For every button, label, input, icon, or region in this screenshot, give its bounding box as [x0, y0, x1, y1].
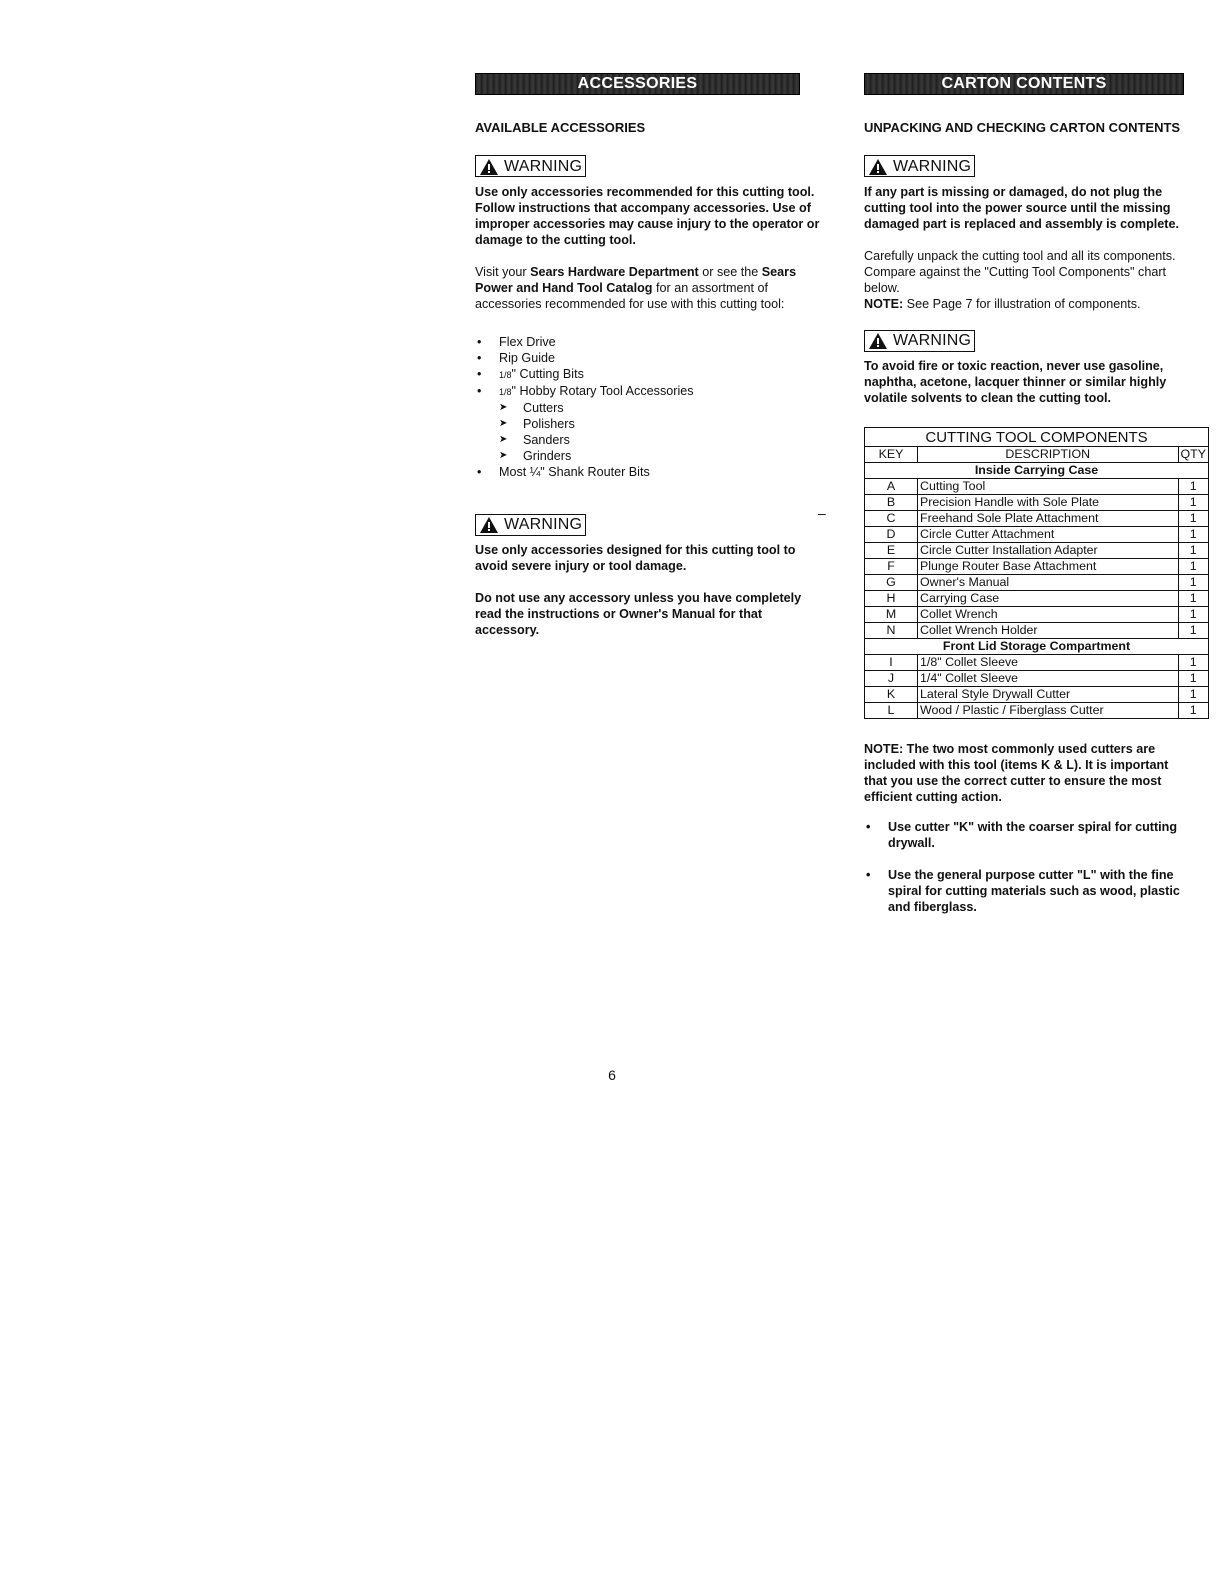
cell-qty: 1	[1178, 591, 1208, 607]
components-table	[864, 427, 1209, 719]
cell-qty: 1	[1178, 543, 1208, 559]
cell-description: Circle Cutter Installation Adapter	[918, 543, 1179, 559]
cell-description: Cutting Tool	[918, 479, 1179, 495]
warning-label: WARNING	[504, 516, 583, 533]
cell-key: M	[865, 607, 918, 623]
cell-description: Plunge Router Base Attachment	[918, 559, 1179, 575]
list-item: • Flex Drive	[475, 334, 825, 350]
table-row	[865, 511, 1209, 527]
cell-qty: 1	[1178, 655, 1208, 671]
list-item	[475, 366, 825, 383]
table-row	[865, 671, 1209, 687]
column-header-key: KEY	[865, 447, 918, 463]
visit-paragraph	[475, 264, 825, 312]
table-row	[865, 543, 1209, 559]
cell-qty: 1	[1178, 623, 1208, 639]
cell-description: 1/8" Collet Sleeve	[918, 655, 1179, 671]
table-row	[865, 703, 1209, 719]
unpacking-heading: UNPACKING AND CHECKING CARTON CONTENTS	[864, 120, 1181, 135]
cell-description: Lateral Style Drywall Cutter	[918, 687, 1179, 703]
cell-key: N	[865, 623, 918, 639]
accessories-column	[475, 73, 825, 638]
warning-triangle-icon	[869, 333, 887, 349]
cell-description: Collet Wrench	[918, 607, 1179, 623]
warning-label: WARNING	[893, 157, 972, 175]
note-text: See Page 7 for illustration of components.	[903, 296, 1141, 311]
warning-text: Use only accessories designed for this cutting tool to avoid severe injury or tool damage.	[475, 543, 796, 573]
sears-hardware-department: Sears Hardware Department	[530, 264, 699, 279]
group-heading: Inside Carrying Case	[865, 463, 1209, 479]
cell-key: G	[865, 575, 918, 591]
table-row	[865, 591, 1209, 607]
warning-text: If any part is missing or damaged, do not plug the cutting tool into the power source until the missing damaged part is replaced and assembly is complete.	[864, 184, 1179, 231]
warning-text: Use only accessories recommended for this cutting tool. Follow instructions that accompany accessories. Use of improper accessories may cause injury to the operator or damage to the cutting tool.	[475, 184, 820, 247]
list-item: • Use the general purpose cutter "L" with the fine spiral for cutting materials such as wood, plastic and fiberglass.	[864, 867, 1190, 915]
cell-key: L	[865, 703, 918, 719]
visit-text-2: or see the	[698, 264, 762, 279]
column-header-qty: QTY	[1178, 447, 1208, 463]
cell-qty: 1	[1178, 607, 1208, 623]
sub-list-item: ➤ Polishers	[499, 416, 825, 432]
sub-list-item: ➤ Cutters	[499, 400, 825, 416]
cell-description: Carrying Case	[918, 591, 1179, 607]
cell-description: Circle Cutter Attachment	[918, 527, 1179, 543]
list-item-label: " Cutting Bits	[511, 366, 584, 381]
warning-label: WARNING	[504, 157, 583, 175]
table-row	[865, 687, 1209, 703]
fraction: 1/8	[499, 386, 512, 397]
table-row	[865, 479, 1209, 495]
cell-qty: 1	[1178, 703, 1208, 719]
table-row	[865, 527, 1209, 543]
warning-triangle-icon	[480, 159, 498, 175]
table-row	[865, 575, 1209, 591]
cell-qty: 1	[1178, 479, 1208, 495]
column-header-description: DESCRIPTION	[918, 447, 1179, 463]
cell-description: Precision Handle with Sole Plate	[918, 495, 1179, 511]
warning-box	[475, 155, 586, 177]
unpack-paragraph: Carefully unpack the cutting tool and all its components. Compare against the "Cutting Tool Components" chart below.	[864, 248, 1176, 295]
warning-box	[864, 155, 975, 177]
sub-list-item: ➤ Sanders	[499, 432, 825, 448]
cell-key: J	[865, 671, 918, 687]
carton-contents-column	[864, 73, 1206, 931]
note-cutters: NOTE: The two most commonly used cutters are included with this tool (items K & L). It is important that you use the correct cutter to ensure the most efficient cutting action.	[864, 742, 1169, 804]
cell-key: K	[865, 687, 918, 703]
hobby-sub-list	[499, 400, 825, 464]
cell-description: Owner's Manual	[918, 575, 1179, 591]
cell-qty: 1	[1178, 511, 1208, 527]
carton-contents-header: CARTON CONTENTS	[864, 73, 1184, 95]
cell-qty: 1	[1178, 495, 1208, 511]
list-item: • Rip Guide	[475, 350, 825, 366]
cell-key: A	[865, 479, 918, 495]
cell-description: Wood / Plastic / Fiberglass Cutter	[918, 703, 1179, 719]
cell-key: I	[865, 655, 918, 671]
fraction: 1/8	[499, 369, 512, 380]
cell-qty: 1	[1178, 687, 1208, 703]
accessory-list	[475, 334, 825, 480]
cell-qty: 1	[1178, 575, 1208, 591]
note-paragraph	[864, 296, 1190, 312]
list-item	[475, 383, 825, 464]
cell-description: 1/4" Collet Sleeve	[918, 671, 1179, 687]
cell-qty: 1	[1178, 671, 1208, 687]
table-title: CUTTING TOOL COMPONENTS	[865, 428, 1209, 447]
warning-triangle-icon	[869, 159, 887, 175]
list-item: • Use cutter "K" with the coarser spiral for cutting drywall.	[864, 819, 1190, 851]
cutter-notes-list	[864, 819, 1190, 915]
accessories-header: ACCESSORIES	[475, 73, 800, 95]
cell-key: H	[865, 591, 918, 607]
cell-description: Collet Wrench Holder	[918, 623, 1179, 639]
cell-description: Freehand Sole Plate Attachment	[918, 511, 1179, 527]
cell-key: B	[865, 495, 918, 511]
cell-qty: 1	[1178, 527, 1208, 543]
cell-key: E	[865, 543, 918, 559]
warning-text: Do not use any accessory unless you have completely read the instructions or Owner's Manual for that accessory.	[475, 591, 802, 637]
warning-label: WARNING	[893, 332, 972, 349]
cell-key: C	[865, 511, 918, 527]
table-row	[865, 607, 1209, 623]
note-label: NOTE:	[864, 296, 904, 311]
group-heading: Front Lid Storage Compartment	[865, 639, 1209, 655]
table-row	[865, 495, 1209, 511]
cell-key: D	[865, 527, 918, 543]
visit-text-3: for an assortment of accessories recommended for use with this cutting tool:	[475, 280, 785, 311]
list-item-label: " Hobby Rotary Tool Accessories	[511, 383, 694, 398]
warning-triangle-icon	[480, 517, 498, 533]
list-item: • Most ¼" Shank Router Bits	[475, 464, 825, 480]
warning-box	[475, 514, 586, 536]
table-row	[865, 559, 1209, 575]
cell-key: F	[865, 559, 918, 575]
stray-mark: –	[818, 505, 826, 521]
warning-box	[864, 330, 975, 352]
visit-text-1: Visit your	[475, 264, 531, 279]
table-row	[865, 655, 1209, 671]
page-number: 6	[608, 1067, 616, 1083]
cell-qty: 1	[1178, 559, 1208, 575]
available-accessories-heading: AVAILABLE ACCESSORIES	[475, 120, 646, 135]
warning-text: To avoid fire or toxic reaction, never use gasoline, naphtha, acetone, lacquer thinner or similar highly volatile solvents to clean the cutting tool.	[864, 359, 1167, 405]
sub-list-item: ➤ Grinders	[499, 448, 825, 464]
table-row	[865, 623, 1209, 639]
sears-catalog: Sears Power and Hand Tool Catalog	[475, 264, 797, 295]
